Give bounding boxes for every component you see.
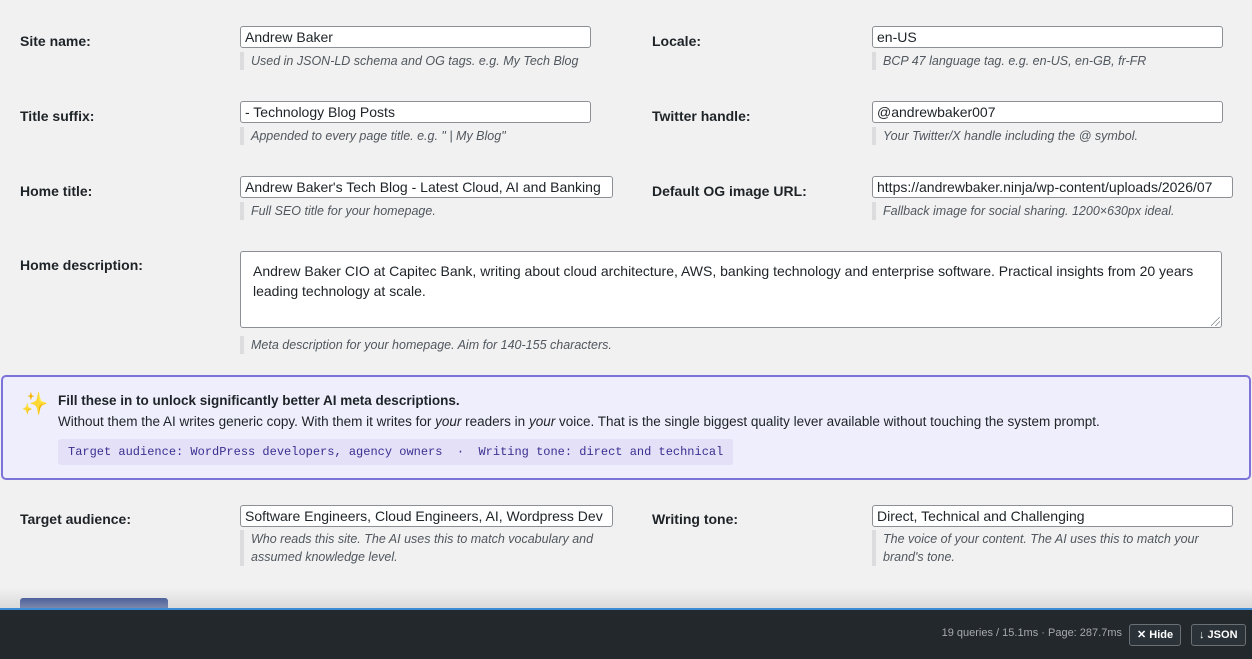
locale-help: BCP 47 language tag. e.g. en-US, en-GB, fr-FR xyxy=(872,52,1146,70)
locale-input[interactable]: en-US xyxy=(872,26,1223,48)
twitter-handle-help: Your Twitter/X handle including the @ symbol. xyxy=(872,127,1138,145)
notice-example: Target audience: WordPress developers, agency owners · Writing tone: direct and technical xyxy=(58,439,733,465)
target-audience-help: Who reads this site. The AI uses this to match vocabulary and assumed knowledge level. xyxy=(240,530,593,566)
writing-tone-label: Writing tone: xyxy=(652,511,739,527)
site-name-input[interactable]: Andrew Baker xyxy=(240,26,591,48)
og-image-url-input[interactable]: https://andrewbaker.ninja/wp-content/uploads/2026/07 xyxy=(872,176,1233,198)
home-description-help: Meta description for your homepage. Aim for 140-155 characters. xyxy=(240,336,612,354)
query-stats: 19 queries / 15.1ms · Page: 287.7ms xyxy=(941,627,1122,639)
home-description-label: Home description: xyxy=(20,257,143,273)
site-name-label: Site name: xyxy=(20,33,91,49)
ai-notice-box xyxy=(1,375,1251,480)
resize-handle[interactable] xyxy=(1211,317,1220,326)
notice-title: Fill these in to unlock significantly better AI meta descriptions. xyxy=(58,393,460,408)
notice-body: Without them the AI writes generic copy. With them it writes for your readers in your voice. That is the single biggest quality lever available without touching the system prompt. xyxy=(58,414,1100,429)
home-title-input[interactable]: Andrew Baker's Tech Blog - Latest Cloud, AI and Banking xyxy=(240,176,613,198)
og-image-help: Fallback image for social sharing. 1200×630px ideal. xyxy=(872,202,1175,220)
debug-toolbar xyxy=(0,608,1252,659)
target-audience-label: Target audience: xyxy=(20,511,131,527)
title-suffix-help: Appended to every page title. e.g. " | My Blog" xyxy=(240,127,506,145)
home-title-label: Home title: xyxy=(20,183,93,199)
locale-label: Locale: xyxy=(652,33,702,49)
og-image-label: Default OG image URL: xyxy=(652,183,807,199)
scroll-fade xyxy=(0,588,1252,608)
home-description-text: Andrew Baker CIO at Capitec Bank, writing about cloud architecture, AWS, banking technology and enterprise software. Practical insights from 20 years leading technology at scale. xyxy=(253,263,1194,299)
writing-tone-input[interactable]: Direct, Technical and Challenging xyxy=(872,505,1233,527)
export-json-button[interactable]: ↓ JSON xyxy=(1191,624,1246,646)
home-description-textarea[interactable] xyxy=(240,251,1222,328)
title-suffix-input[interactable]: - Technology Blog Posts xyxy=(240,101,591,123)
twitter-handle-label: Twitter handle: xyxy=(652,108,751,124)
hide-button[interactable]: ✕ Hide xyxy=(1129,624,1181,646)
sparkles-icon: ✨ xyxy=(21,391,49,416)
target-audience-input[interactable]: Software Engineers, Cloud Engineers, AI, Wordpress Dev xyxy=(240,505,613,527)
title-suffix-label: Title suffix: xyxy=(20,108,95,124)
twitter-handle-input[interactable]: @andrewbaker007 xyxy=(872,101,1223,123)
writing-tone-help: The voice of your content. The AI uses this to match your brand's tone. xyxy=(872,530,1199,566)
site-name-help: Used in JSON-LD schema and OG tags. e.g. My Tech Blog xyxy=(240,52,578,70)
home-title-help: Full SEO title for your homepage. xyxy=(240,202,436,220)
